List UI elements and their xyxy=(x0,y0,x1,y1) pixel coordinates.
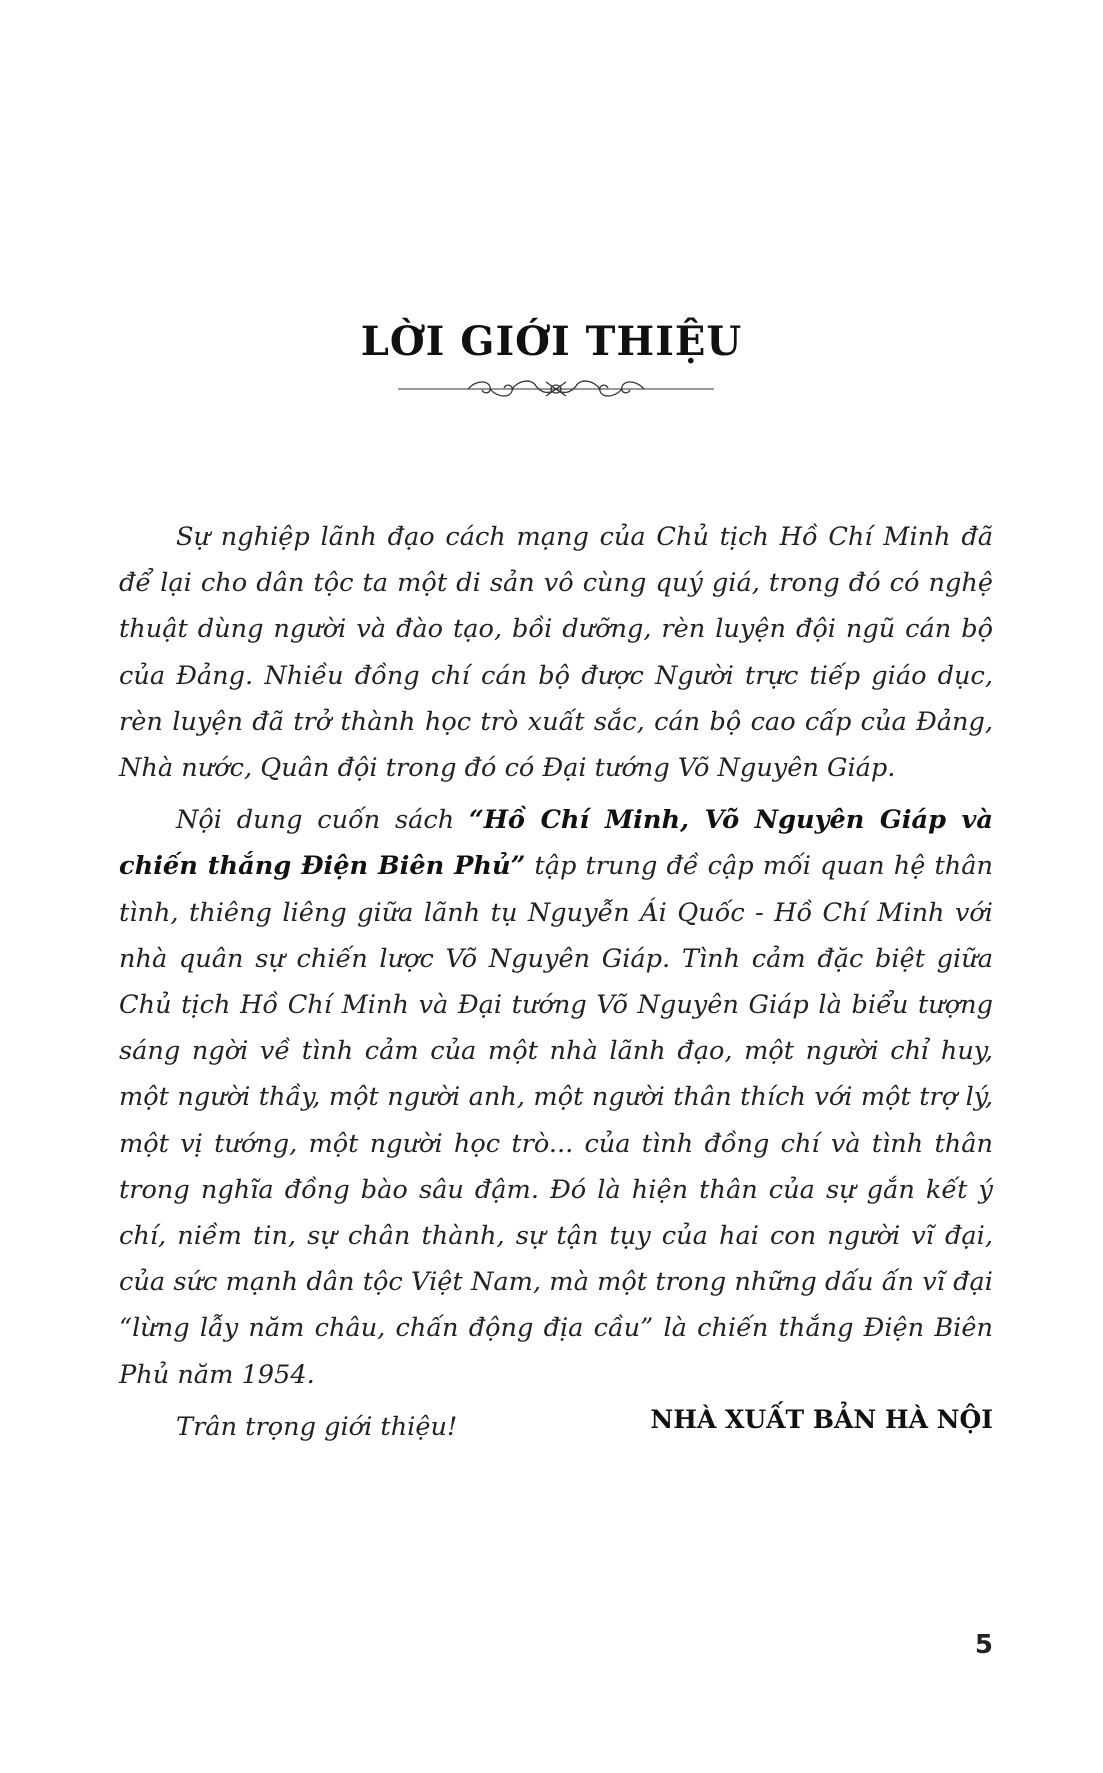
paragraph-1: Sự nghiệp lãnh đạo cách mạng của Chủ tịch Hồ Chí Minh đã để lại cho dân tộc ta một di sản vô cùng quý giá, trong đó có nghệ thuật dùng người và đào tạo, bồi dưỡng, rèn luyện đội ngũ cán bộ của Đảng. Nhiều đồng chí cán bộ được Người trực tiếp giáo dục, rèn luyện đã trở thành học trò xuất sắc, cán bộ cao cấp của Đảng, Nhà nước, Quân đội trong đó có Đại tướng Võ Nguyên Giáp. xyxy=(119,522,993,784)
page-title: LỜI GIỚI THIỆU xyxy=(360,318,743,365)
page-number: 5 xyxy=(974,1630,993,1660)
body-text xyxy=(119,514,993,1456)
paragraph-2-lead: Nội dung cuốn sách xyxy=(176,805,470,836)
paragraph-2 xyxy=(119,797,993,1398)
publisher-signature: NHÀ XUẤT BẢN HÀ NỘI xyxy=(650,1405,993,1434)
ornament-divider xyxy=(398,374,714,404)
paragraph-2-rest: tập trung đề cập mối quan hệ thân tình, thiêng liêng giữa lãnh tụ Nguyễn Ái Quốc - Hồ Chí Minh với nhà quân sự chiến lược Võ Nguyên Giáp. Tình cảm đặc biệt giữa Chủ tịch Hồ Chí Minh và Đại tướng Võ Nguyên Giáp là biểu tượng sáng ngời về tình cảm của một nhà lãnh đạo, một người chỉ huy, một người thầy, một người anh, một người thân thích với một trợ lý, một vị tướng, một người học trò... của tình đồng chí và tình thân trong nghĩa đồng bào sâu đậm. Đó là hiện thân của sự gắn kết ý chí, niềm tin, sự chân thành, sự tận tụy của hai con người vĩ đại, của sức mạnh dân tộc Việt Nam, mà một trong những dấu ấn vĩ đại “lừng lẫy năm châu, chấn động địa cầu” là chiến thắng Điện Biên Phủ năm 1954. xyxy=(119,851,993,1390)
closing-line: Trân trọng giới thiệu! xyxy=(176,1411,458,1442)
book-title: “Hồ Chí Minh, Võ Nguyên Giáp và chiến thắng Điện Biên Phủ” xyxy=(119,805,993,882)
